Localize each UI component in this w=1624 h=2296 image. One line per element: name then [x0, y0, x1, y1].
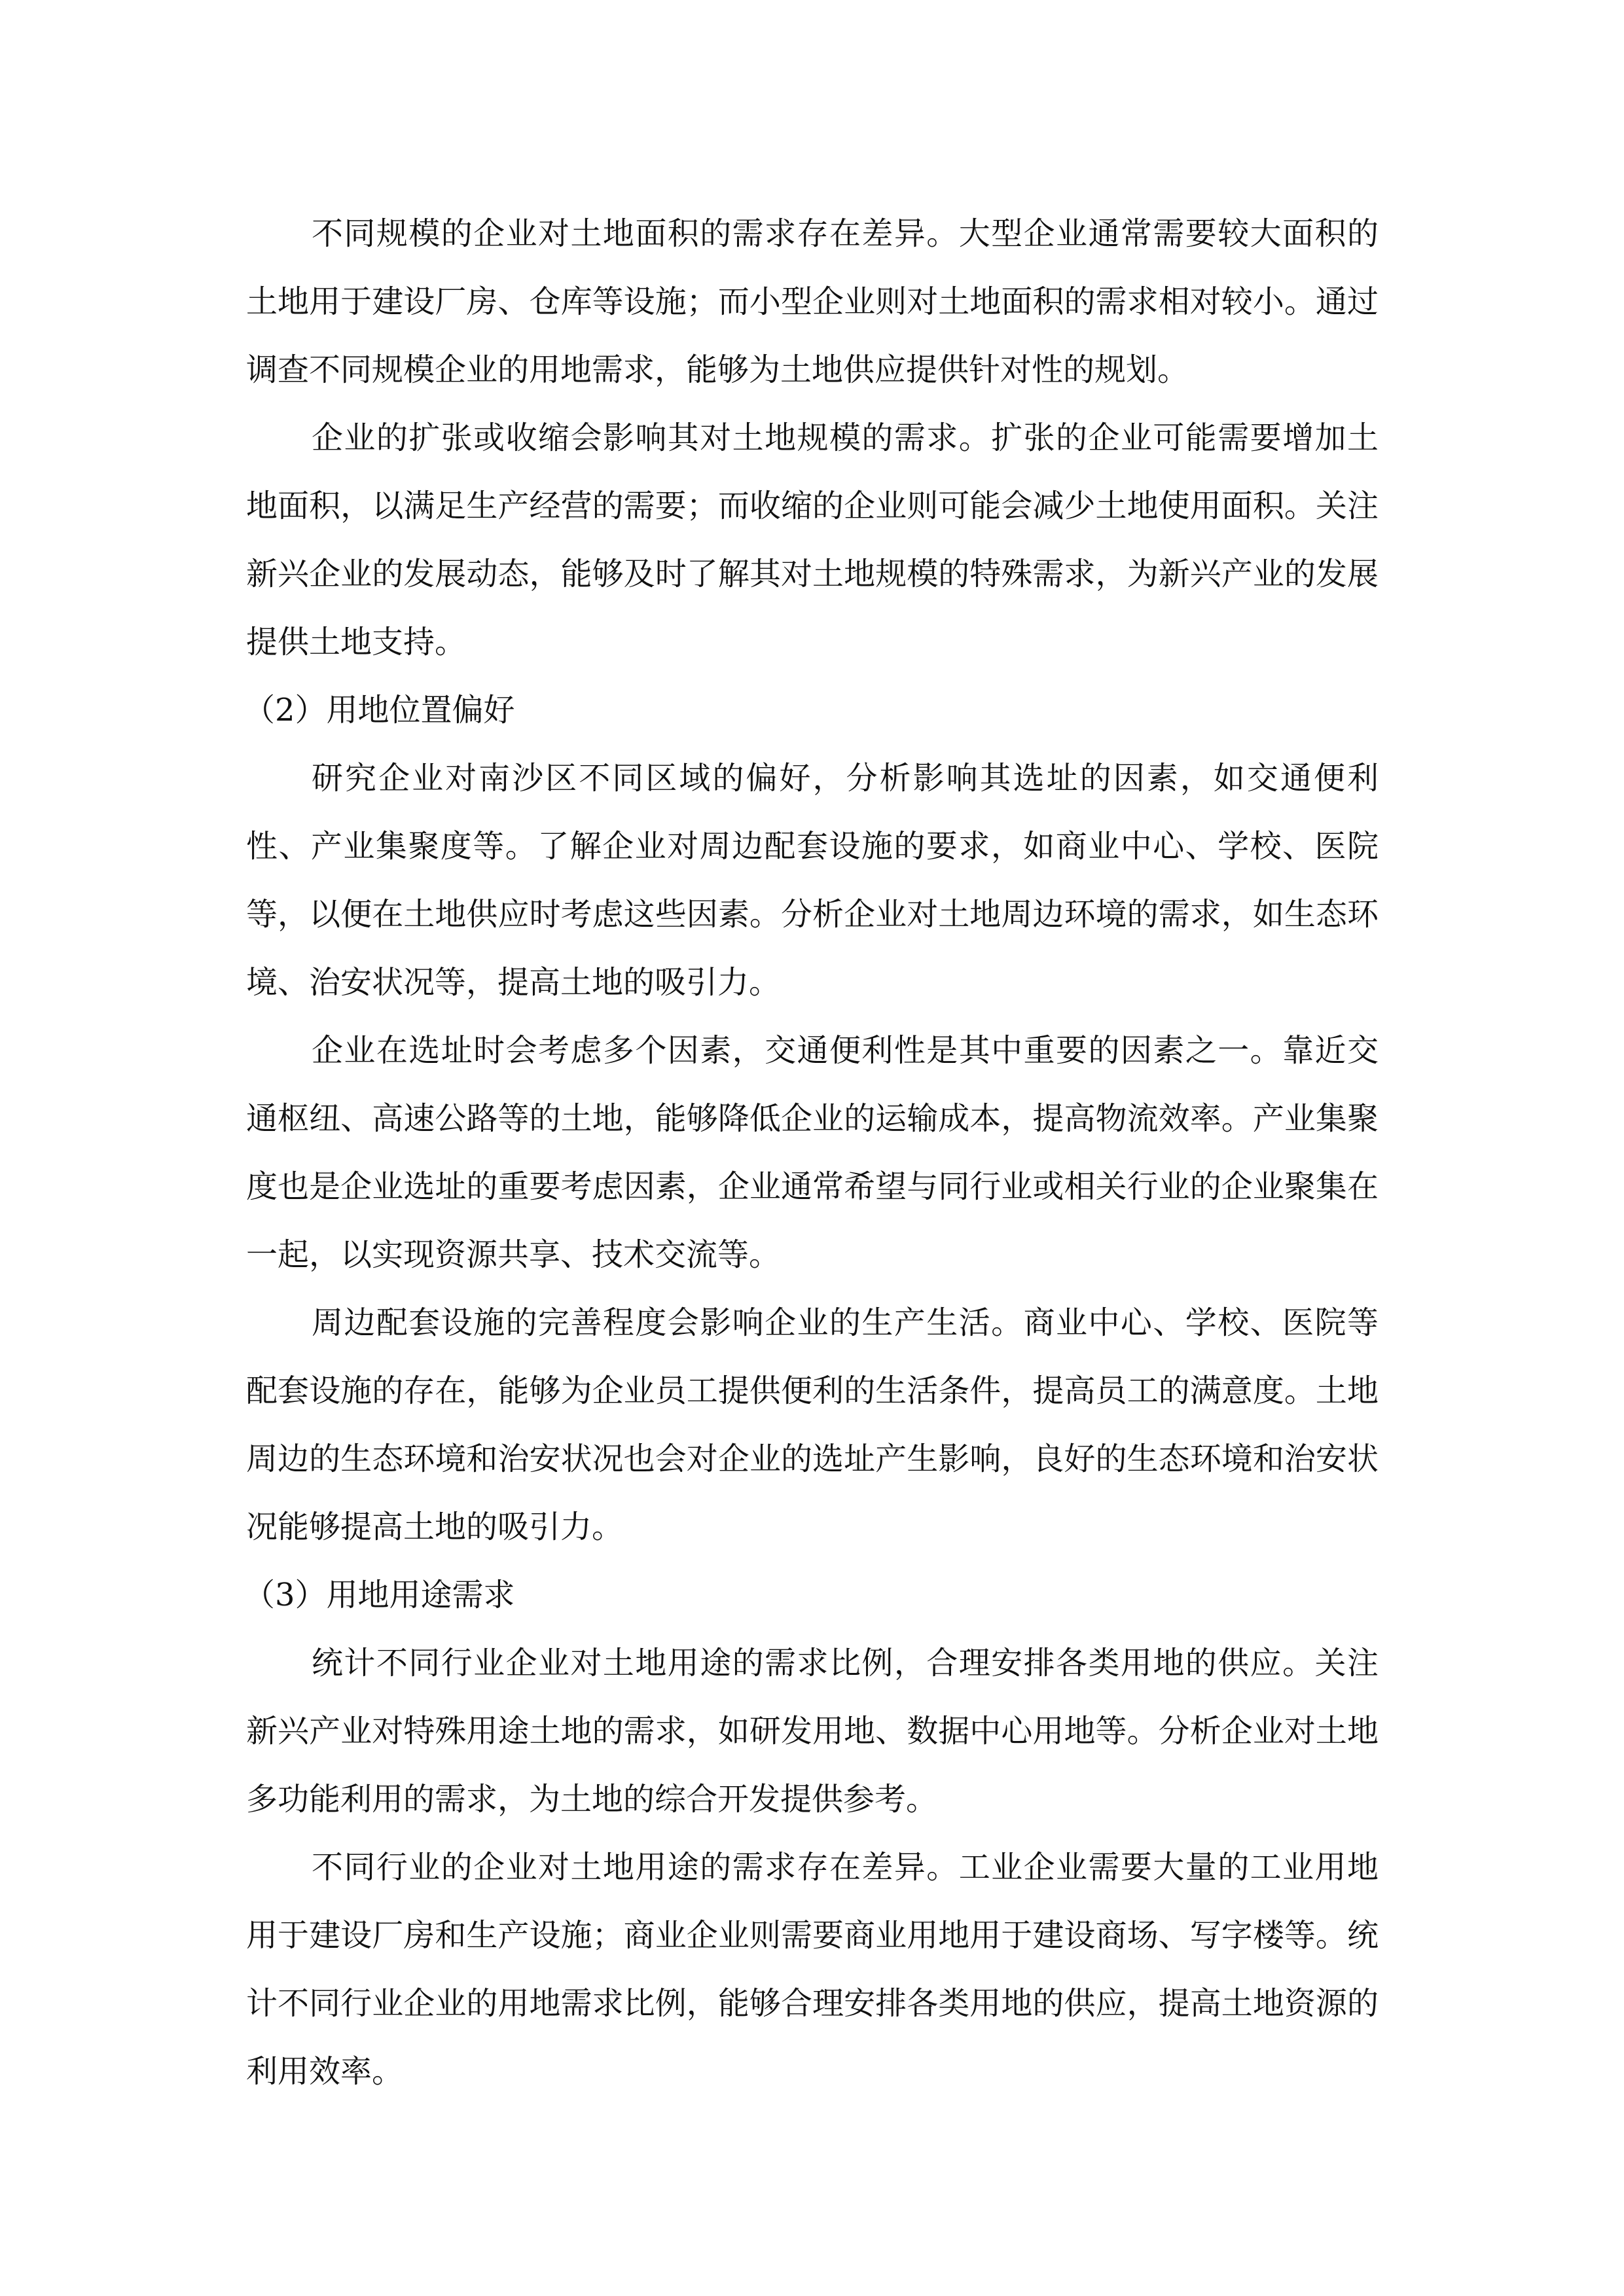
paragraph-enterprise-expansion: 企业的扩张或收缩会影响其对土地规模的需求。扩张的企业可能需要增加土地面积，以满足生产经营的需要；而收缩的企业则可能会减少土地使用面积。关注新兴企业的发展动态，能够及时了解其对土地规模的特殊需求，为新兴产业的发展提供土地支持。: [246, 420, 1379, 660]
paragraph-supporting-facilities: 周边配套设施的完善程度会影响企业的生产生活。商业中心、学校、医院等配套设施的存在，能够为企业员工提供便利的生活条件，提高员工的满意度。土地周边的生态环境和治安状况也会对企业的选址产生影响，良好的生态环境和治安状况能够提高土地的吸引力。: [246, 1304, 1379, 1545]
paragraph-land-scale-difference: 不同规模的企业对土地面积的需求存在差异。大型企业通常需要较大面积的土地用于建设厂房、仓库等设施；而小型企业则对土地面积的需求相对较小。通过调查不同规模企业的用地需求，能够为土地供应提供针对性的规划。: [246, 215, 1379, 388]
section-heading-land-use-demand: （3）用地用途需求: [244, 1577, 515, 1613]
paragraph-regional-preference: 研究企业对南沙区不同区域的偏好，分析影响其选址的因素，如交通便利性、产业集聚度等。了解企业对周边配套设施的要求，如商业中心、学校、医院等，以便在土地供应时考虑这些因素。分析企业对土地周边环境的需求，如生态环境、治安状况等，提高土地的吸引力。: [246, 760, 1379, 1001]
paragraph-industry-land-use-difference: 不同行业的企业对土地用途的需求存在差异。工业企业需要大量的工业用地用于建设厂房和生产设施；商业企业则需要商业用地用于建设商场、写字楼等。统计不同行业企业的用地需求比例，能够合理安排各类用地的供应，提高土地资源的利用效率。: [246, 1849, 1379, 2090]
paragraph-site-selection-factors: 企业在选址时会考虑多个因素，交通便利性是其中重要的因素之一。靠近交通枢纽、高速公路等的土地，能够降低企业的运输成本，提高物流效率。产业集聚度也是企业选址的重要考虑因素，企业通常希望与同行业或相关行业的企业聚集在一起，以实现资源共享、技术交流等。: [246, 1032, 1379, 1273]
paragraph-land-use-statistics: 统计不同行业企业对土地用途的需求比例，合理安排各类用地的供应。关注新兴产业对特殊用途土地的需求，如研发用地、数据中心用地等。分析企业对土地多功能利用的需求，为土地的综合开发提供参考。: [246, 1645, 1379, 1818]
section-heading-location-preference: （2）用地位置偏好: [244, 692, 515, 728]
document-body: [246, 200, 1379, 2106]
